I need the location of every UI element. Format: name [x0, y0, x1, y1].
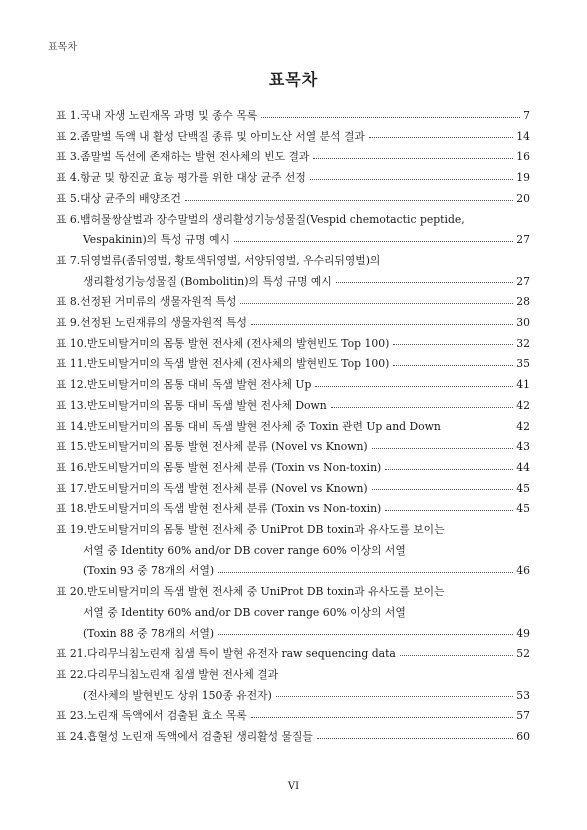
dot-leader	[276, 695, 513, 697]
toc-entry-title: 뱀허물쌍살벌과 장수말벌의 생리활성기능성물질(Vespid chemotactic peptide,	[80, 212, 465, 226]
dot-leader	[369, 136, 513, 138]
toc-entry[interactable]	[56, 334, 530, 355]
toc-entry-title: 반도비탈거미의 독샘 발현 전사체 (전사체의 발현빈도 Top 100)	[87, 357, 390, 371]
dot-leader	[393, 343, 513, 345]
dot-leader	[400, 654, 513, 656]
toc-entry-page: 45	[516, 481, 530, 495]
toc-entry-title: 국내 자생 노린재목 과명 및 종수 목록	[80, 109, 258, 122]
toc-entry-number: 표 21.	[56, 647, 88, 661]
table-of-contents	[56, 106, 530, 748]
toc-entry-title: 서열 중 Identity 60% and/or DB cover range 60% 이상의 서열	[83, 543, 406, 557]
toc-entry[interactable]	[56, 727, 530, 748]
toc-entry-page: 57	[516, 709, 530, 723]
toc-entry-number: 표 24.	[56, 730, 88, 744]
toc-entry-number: 표 20.	[56, 585, 88, 599]
toc-entry[interactable]	[56, 706, 530, 727]
toc-entry-title: 반도비탈거미의 몸통 발현 전사체 (전사체의 발현빈도 Top 100)	[87, 336, 390, 350]
toc-entry[interactable]	[56, 499, 530, 520]
toc-entry-title: 다리무늬침노린재 침샘 발현 전사체 결과	[87, 667, 279, 681]
toc-entry-title: 노린재 독액에서 검출된 효소 목록	[87, 709, 247, 723]
toc-entry-page: 27	[516, 274, 530, 288]
toc-entry-title: 반도비탈거미의 몸통 발현 전사체 분류 (Toxin vs Non-toxin)	[87, 460, 382, 474]
toc-entry[interactable]	[56, 127, 530, 148]
toc-entry-page: 32	[516, 336, 530, 350]
toc-entry-title: (전사체의 발현빈도 상위 150종 유전자)	[83, 688, 272, 702]
dot-leader	[385, 509, 513, 511]
toc-entry-number: 표 13.	[56, 398, 88, 412]
toc-entry[interactable]	[56, 665, 530, 706]
dot-leader	[261, 116, 520, 118]
dot-leader	[336, 281, 513, 283]
toc-entry[interactable]	[56, 251, 530, 292]
dot-leader	[240, 302, 513, 304]
toc-entry-title: 항균 및 항진균 효능 평가를 위한 대상 균주 선정	[80, 171, 306, 185]
toc-entry-page: 42	[516, 419, 530, 433]
toc-entry-page: 53	[516, 688, 530, 702]
toc-entry-page: 52	[516, 647, 530, 661]
toc-entry-number: 표 12.	[56, 378, 88, 392]
toc-entry-number: 표 19.	[56, 523, 88, 537]
toc-entry[interactable]	[56, 458, 530, 479]
toc-entry-title: Vespakinin)의 특성 규명 예시	[83, 233, 230, 247]
toc-entry[interactable]	[56, 644, 530, 665]
toc-entry-number: 표 9.	[56, 316, 81, 330]
toc-entry-title: 선정된 노린재류의 생물자원적 특성	[80, 316, 247, 330]
toc-entry[interactable]	[56, 479, 530, 500]
dot-leader	[218, 571, 513, 573]
toc-entry-number: 표 4.	[56, 171, 81, 185]
toc-entry-number: 표 6.	[56, 212, 81, 226]
toc-entry[interactable]	[56, 417, 530, 438]
toc-entry-number: 표 14.	[56, 419, 88, 433]
toc-entry-number: 표 3.	[56, 150, 81, 164]
toc-entry-title: 반도비탈거미의 독샘 발현 전사체 분류 (Novel vs Known)	[87, 481, 368, 495]
toc-entry-page: 14	[516, 129, 530, 143]
dot-leader	[313, 157, 513, 159]
toc-entry-title: (Toxin 93 중 78개의 서열)	[83, 564, 215, 578]
toc-entry-page: 20	[516, 191, 530, 205]
toc-entry-title: 흡혈성 노린재 독액에서 검출된 생리활성 물질들	[87, 730, 313, 744]
toc-entry-page: 45	[516, 502, 530, 516]
toc-entry-number: 표 15.	[56, 440, 88, 454]
toc-entry-title: 다리무늬침노린재 침샘 특이 발현 유전자 raw sequencing data	[87, 647, 396, 661]
toc-entry-number: 표 2.	[56, 129, 81, 143]
toc-entry-number: 표 7.	[56, 253, 81, 267]
toc-entry-title: 반도비탈거미의 몸통 대비 독샘 발현 전사체 Up	[87, 378, 312, 392]
dot-leader	[310, 178, 513, 180]
toc-entry-title: 서열 중 Identity 60% and/or DB cover range 60% 이상의 서열	[83, 605, 406, 619]
toc-entry-title: 반도비탈거미의 몸통 대비 독샘 발현 전사체 Down	[87, 398, 327, 412]
toc-entry-title: 반도비탈거미의 몸통 발현 전사체 중 UniProt DB toxin과 유사도를 보이는	[87, 523, 445, 537]
toc-entry-page: 49	[516, 626, 530, 640]
toc-entry[interactable]	[56, 147, 530, 168]
dot-leader	[234, 240, 513, 242]
toc-entry[interactable]	[56, 375, 530, 396]
toc-entry-page: 42	[516, 398, 530, 412]
page-title: 표목차	[268, 70, 319, 89]
toc-entry-page: 30	[516, 316, 530, 330]
running-header: 표목차	[48, 42, 77, 53]
toc-entry[interactable]	[56, 292, 530, 313]
toc-entry-title: 좀말벌 독액 내 활성 단백질 종류 및 아미노산 서열 분석 결과	[80, 129, 365, 143]
toc-entry-number: 표 10.	[56, 336, 88, 350]
toc-entry[interactable]	[56, 582, 530, 644]
toc-entry-page: 60	[516, 730, 530, 744]
dot-leader	[218, 633, 513, 635]
toc-entry[interactable]	[56, 396, 530, 417]
toc-entry-page: 44	[516, 460, 530, 474]
toc-entry-number: 표 22.	[56, 667, 88, 681]
toc-entry-title: 반도비탈거미의 독샘 발현 전사체 중 UniProt DB toxin과 유사도를 보이는	[87, 585, 445, 599]
toc-entry-page: 28	[516, 295, 530, 309]
toc-entry-title: 선정된 거미류의 생물자원적 특성	[80, 295, 237, 309]
toc-entry-title: (Toxin 88 중 78개의 서열)	[83, 626, 215, 640]
toc-entry-page: 35	[516, 357, 530, 371]
toc-entry-title: 반도비탈거미의 몸통 대비 독샘 발현 전사체 중 Toxin 관련 Up and Down	[87, 419, 441, 433]
toc-entry[interactable]	[56, 106, 530, 127]
toc-entry-page: 27	[516, 233, 530, 247]
toc-entry-title: 생리활성기능성물질 (Bombolitin)의 특성 규명 예시	[83, 274, 332, 288]
dot-leader	[393, 364, 513, 366]
toc-entry-title: 대상 균주의 배양조건	[80, 191, 181, 205]
toc-entry-number: 표 23.	[56, 709, 88, 723]
dot-leader	[315, 385, 513, 387]
toc-entry[interactable]	[56, 354, 530, 375]
toc-entry-page: 46	[516, 564, 530, 578]
toc-entry-number: 표 8.	[56, 295, 81, 309]
toc-entry[interactable]	[56, 520, 530, 582]
toc-entry-title: 반도비탈거미의 독샘 발현 전사체 분류 (Toxin vs Non-toxin)	[87, 502, 382, 516]
toc-entry-number: 표 17.	[56, 481, 88, 495]
toc-entry[interactable]	[56, 210, 530, 251]
toc-entry-number: 표 18.	[56, 502, 88, 516]
toc-entry-number: 표 11.	[56, 357, 88, 371]
toc-entry-number: 표 5.	[56, 191, 81, 205]
toc-entry[interactable]	[56, 313, 530, 334]
toc-entry-page: 7	[523, 109, 530, 122]
toc-entry-number: 표 1.	[56, 109, 81, 122]
dot-leader	[251, 323, 513, 325]
page-number: VI	[287, 781, 300, 792]
toc-entry-title: 뒤영벌류(좀뒤영벌, 황토색뒤영벌, 서양뒤영벌, 우수리뒤영벌)의	[80, 253, 381, 267]
toc-entry-page: 41	[516, 378, 530, 392]
toc-entry-title: 좀말벌 독선에 존재하는 발현 전사체의 빈도 결과	[80, 150, 310, 164]
dot-leader	[251, 716, 513, 718]
dot-leader	[372, 447, 514, 449]
toc-entry-title: 반도비탈거미의 몸통 발현 전사체 분류 (Novel vs Known)	[87, 440, 368, 454]
toc-entry-page: 43	[516, 440, 530, 454]
toc-entry-number: 표 16.	[56, 460, 88, 474]
toc-entry[interactable]	[56, 189, 530, 210]
toc-entry-page: 16	[516, 150, 530, 164]
dot-leader	[385, 468, 513, 470]
toc-entry-page: 19	[516, 171, 530, 185]
dot-leader	[372, 488, 514, 490]
dot-leader	[331, 406, 514, 408]
dot-leader	[317, 737, 513, 739]
dot-leader	[185, 199, 513, 201]
toc-entry[interactable]	[56, 168, 530, 189]
toc-entry[interactable]	[56, 437, 530, 458]
